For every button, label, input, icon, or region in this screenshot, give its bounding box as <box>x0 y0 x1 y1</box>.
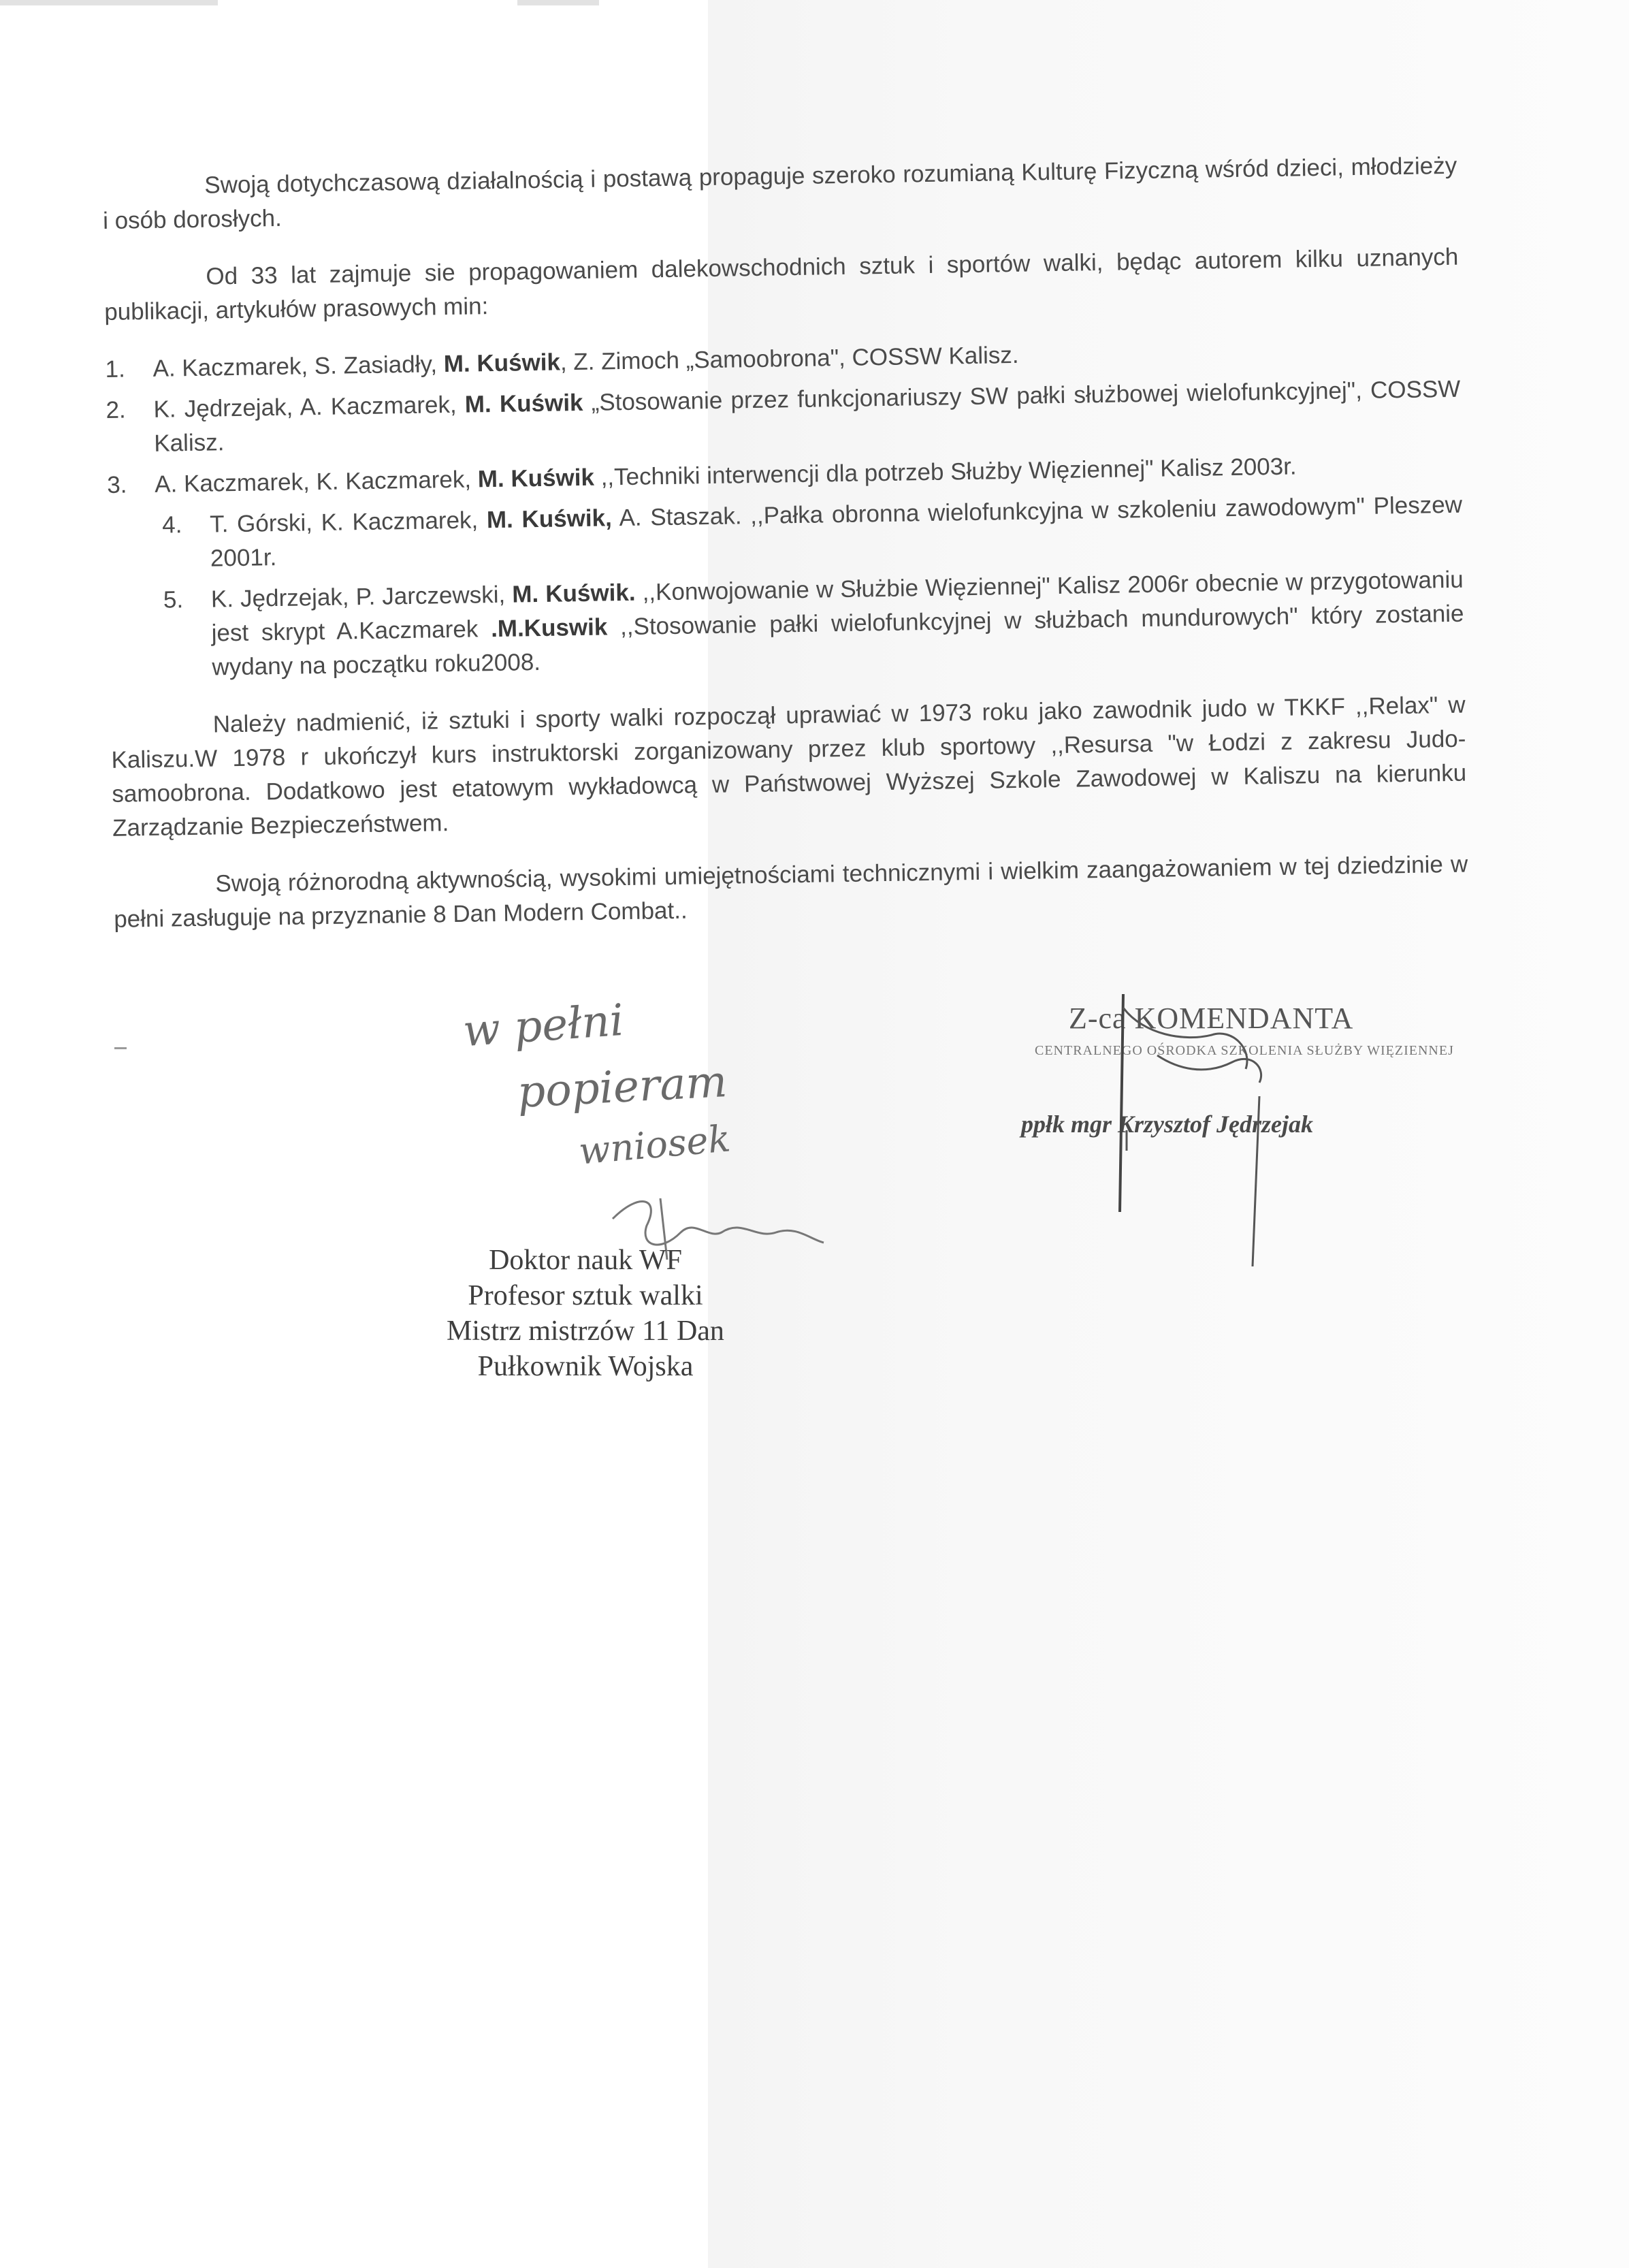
letter-body <box>102 149 1469 960</box>
scan-edge-mark <box>0 0 218 5</box>
paragraph-4-text: Swoją różnorodną aktywnością, wysokimi umiejętnościami technicznymi i wielkim zaangażowaniem w tej dziedzinie w pełni zasługuje na przyznanie 8 Dan Modern Combat.. <box>113 850 1468 933</box>
publication-title: „Stosowanie przez funkcjonariuszy SW pałki służbowej wielofunkcyjnej", COSSW Kalisz. <box>154 375 1461 457</box>
publication-item <box>108 488 1463 577</box>
publication-item <box>109 563 1465 686</box>
publication-author-bold: .M.Kuswik <box>490 613 608 643</box>
publication-number: 3. <box>106 471 127 498</box>
signer-titles <box>408 1243 762 1384</box>
signer-title: Profesor sztuk walki <box>468 1280 703 1311</box>
stamp-name: ppłk mgr Krzysztof Jędrzejak <box>1021 1111 1314 1138</box>
stamp-title: Z-ca KOMENDANTA <box>1069 1002 1354 1035</box>
publication-author-bold: M. Kuświk, <box>486 505 613 534</box>
publication-number: 5. <box>163 586 184 613</box>
handwriting-line-1: w pełni <box>461 995 626 1057</box>
publication-number: 1. <box>105 355 126 383</box>
publication-authors: A. Kaczmarek, S. Zasiadły, <box>152 351 445 382</box>
signer-title: Doktor nauk WF <box>489 1245 682 1276</box>
handwriting-line-3: wniosek <box>577 1117 732 1173</box>
publication-item <box>106 372 1461 462</box>
publication-author-bold: M. Kuświk <box>464 389 583 418</box>
stamp-institution: CENTRALNEGO OŚRODKA SZKOLENIA SŁUŻBY WIĘZIENNEJ <box>1035 1043 1454 1058</box>
handwriting-line-2: popieram <box>516 1056 728 1119</box>
publication-list <box>105 332 1464 686</box>
official-stamp <box>1007 994 1454 1266</box>
paragraph-2-text: Od 33 lat zajmuje sie propagowaniem dalekowschodnich sztuk i sportów walki, będąc autorem kilku uznanych publikacji, artykułów prasowych min: <box>103 243 1459 325</box>
publication-author-bold: M. Kuświk <box>443 349 561 378</box>
publication-title: ,,Konwojowanie w Służbie Więziennej" Kalisz 2006r obecnie w przygotowaniu jest skrypt A.Kaczmarek <box>211 566 1464 647</box>
publication-author-bold: M. Kuświk <box>477 464 595 493</box>
paragraph-3 <box>110 688 1467 846</box>
publication-number: 2. <box>106 396 127 424</box>
publication-title: A. Staszak. ,,Pałka obronna wielofunkcyjna w szkoleniu zawodowym" Pleszew 2001r. <box>210 491 1463 572</box>
publication-title: ,,Techniki interwencji dla potrzeb Służby Więziennej" Kalisz 2003r. <box>594 453 1297 491</box>
publication-authors: A. Kaczmarek, K. Kaczmarek, <box>154 466 479 498</box>
publication-authors: K. Jędrzejak, A. Kaczmarek, <box>153 391 466 423</box>
paragraph-2 <box>103 240 1459 330</box>
publication-number: 4. <box>161 511 182 539</box>
scan-edge-mark <box>517 0 599 5</box>
publication-authors: K. Jędrzejak, P. Jarczewski, <box>210 581 513 613</box>
publication-author-bold: M. Kuświk. <box>512 579 636 608</box>
publication-authors: T. Górski, K. Kaczmarek, <box>209 507 487 538</box>
signer-title: Mistrz mistrzów 11 Dan <box>447 1315 724 1347</box>
stamp-signature <box>1007 994 1443 1266</box>
publication-title: , Z. Zimoch „Samoobrona", COSSW Kalisz. <box>560 341 1019 376</box>
paragraph-1-text: Swoją dotychczasową działalnością i postawą propaguje szeroko rozumianą Kulturę Fizyczną wśród dzieci, młodzieży i osób dorosłych. <box>102 152 1457 234</box>
margin-dash <box>114 1047 127 1049</box>
signer-title: Pułkownik Wojska <box>477 1351 694 1382</box>
paragraph-3-text: Należy nadmienić, iż sztuki i sporty walki rozpoczął uprawiać w 1973 roku jako zawodnik judo w TKKF ,,Relax" w Kaliszu.W 1978 r ukończył kurs instruktorski zorganizowany przez klub sportowy ,,Resursa "w Łodzi z zakresu Judo-samoobrona. Dodatkowo jest etatowym wykładowcą w Państwowej Wyższej Szkole Zawodowej w Kaliszu na kierunku Zarządzanie Bezpieczeństwem. <box>111 691 1467 842</box>
publication-title: ,,Stosowanie pałki wielofunkcyjnej w służbach mundurowych" który zostanie wydany na początku roku2008. <box>212 600 1464 681</box>
paragraph-4 <box>113 848 1468 937</box>
paragraph-1 <box>102 149 1457 238</box>
